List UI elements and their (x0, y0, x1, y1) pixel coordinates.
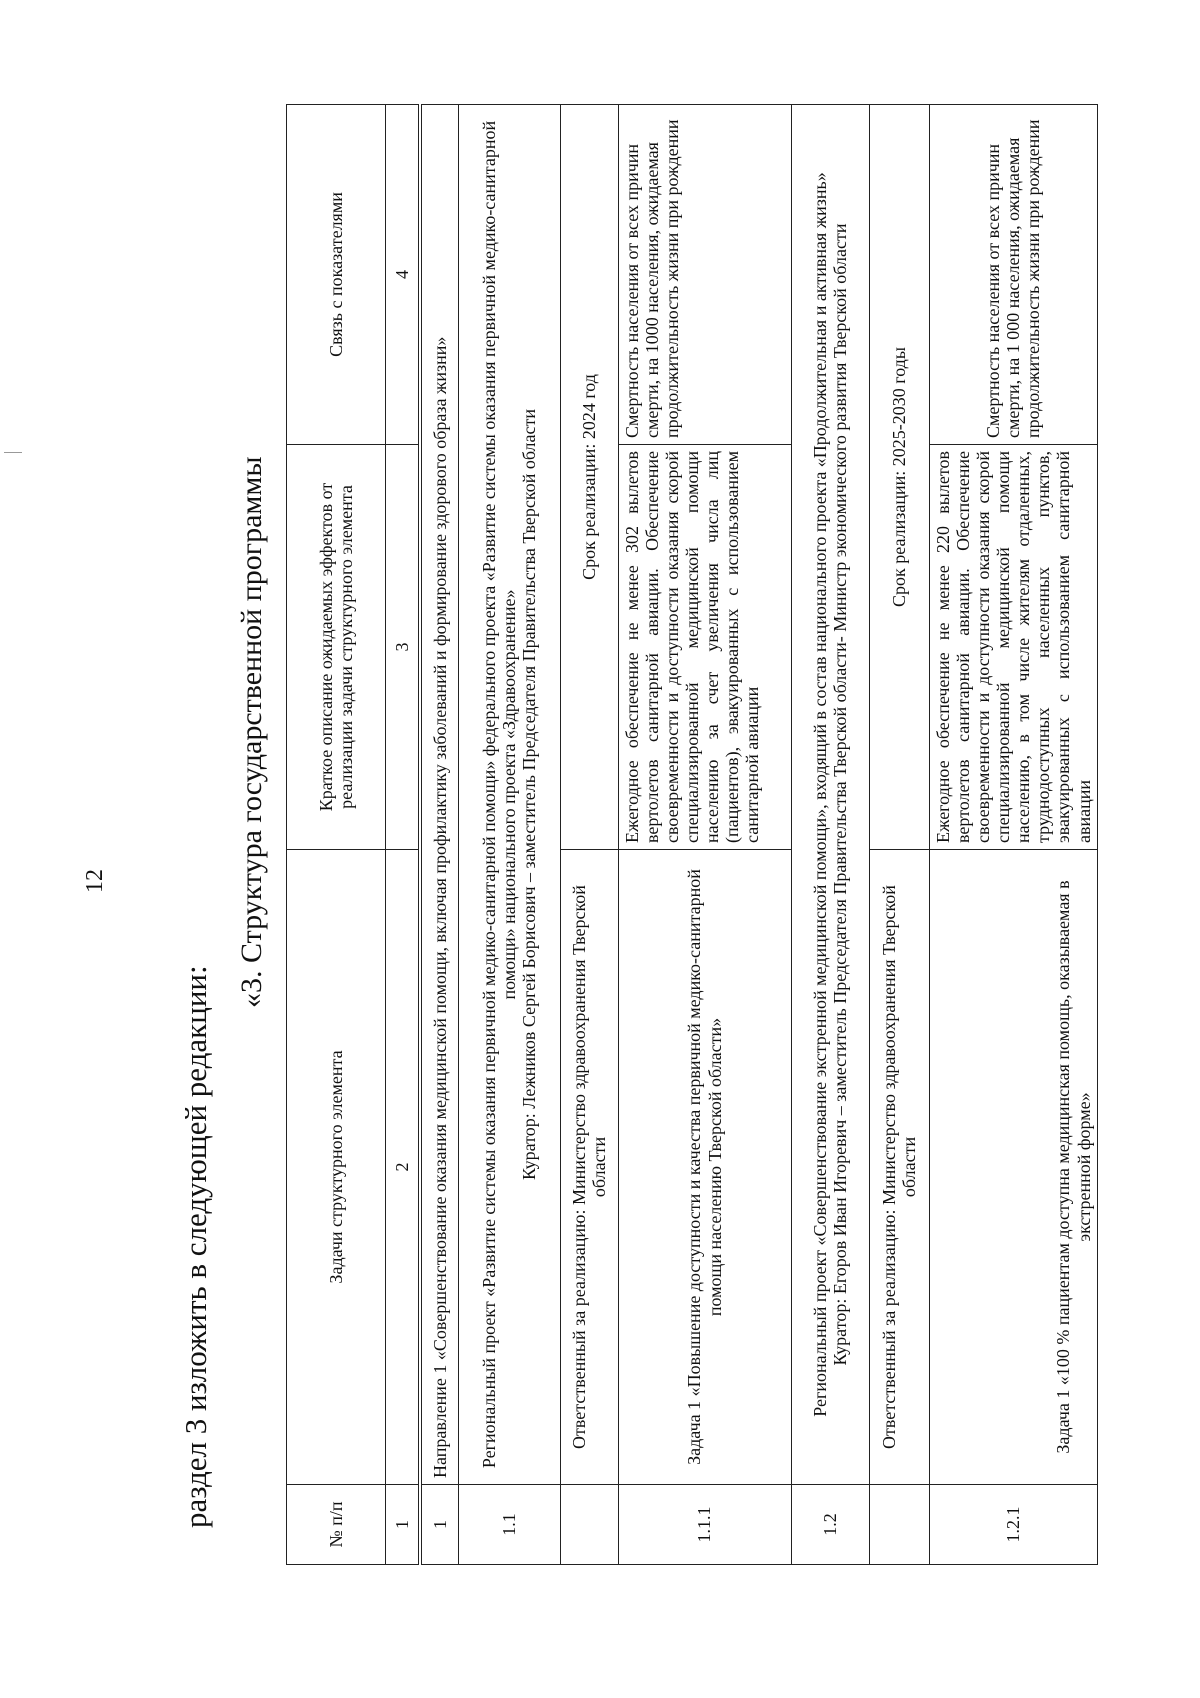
row-num: 1 (420, 1485, 458, 1565)
row-num: 1.1.1 (618, 1485, 791, 1565)
responsible-row (869, 105, 929, 1565)
row-num: 1.1 (458, 1485, 560, 1565)
page-number: 12 (82, 869, 108, 893)
project-curator: Куратор: Егоров Иван Игоревич – заместитель Председателя Правительства Тверской области- Министр экономического развития Тверской области (830, 223, 850, 1366)
task-effect: Ежегодное обеспечение не менее 220 вылетов вертолетов санитарной авиации. Обеспечение своевременности и доступности оказания скорой специализированной медицинской помощи населению, в том числе жителям отдаленных, труднодоступных населенных пунктов, эвакуированных с использованием санитарной авиации (929, 445, 1097, 850)
col-number: 1 (386, 1485, 421, 1565)
term: Срок реализации: 2025-2030 годы (869, 105, 929, 850)
direction-row (420, 105, 458, 1565)
project-row (458, 105, 560, 1565)
program-structure-table (286, 104, 1098, 1565)
header-row (287, 105, 386, 1565)
task-indicator-link: Смертность населения от всех причин смерти, на 1 000 населения, ожидаемая продолжительность жизни при рождении (929, 105, 1097, 445)
header-tasks: Задачи структурного элемента (287, 850, 386, 1485)
task-name: Задача 1 «100 % пациентам доступна медицинская помощь, оказываемая в экстренной форме» (929, 850, 1097, 1485)
row-num: 1.2.1 (929, 1485, 1097, 1565)
header-indicators: Связь с показателями (287, 105, 386, 445)
task-effect: Ежегодное обеспечение не менее 302 вылетов вертолетов санитарной авиации. Обеспечение своевременности и доступности оказания скорой специализированной медицинской помощи населению за счет увеличения числа лиц (пациентов), эвакуированных с использованием санитарной авиации (618, 445, 791, 850)
task-row (618, 105, 791, 1565)
term: Срок реализации: 2024 год (560, 105, 618, 850)
col-number: 4 (386, 105, 421, 445)
project-name: Региональный проект «Развитие системы оказания первичной медико-санитарной помощи» федерального проекта «Развитие системы оказания первичной медико-санитарной помощи» национального проекта «Здравоохранение» (478, 120, 519, 1469)
responsible: Ответственный за реализацию: Министерство здравоохранения Тверской области (560, 850, 618, 1485)
col-number: 3 (386, 445, 421, 850)
responsible: Ответственный за реализацию: Министерство здравоохранения Тверской области (869, 850, 929, 1485)
project-curator: Куратор: Лежников Сергей Борисович – заместитель Председателя Правительства Тверской области (519, 408, 540, 1181)
header-num: № п/п (287, 1485, 386, 1565)
project-cell (791, 105, 869, 1485)
project-cell (458, 105, 560, 1485)
task-name: Задача 1 «Повышение доступности и качества первичной медико-санитарной помощи населению Тверской области» (618, 850, 791, 1485)
direction-text: Направление 1 «Совершенствование оказания медицинской помощи, включая профилактику заболеваний и формирование здорового образа жизни» (420, 105, 458, 1485)
project-row (791, 105, 869, 1565)
project-name: Региональный проект «Совершенствование экстренной медицинской помощи», входящий в состав национального проекта «Продолжительная и активная жизнь» (809, 172, 830, 1417)
header-effects: Краткое описание ожидаемых эффектов от реализации задачи структурного элемента (287, 445, 386, 850)
row-num: 1.2 (791, 1485, 869, 1565)
column-numbers-row (386, 105, 421, 1565)
col-number: 2 (386, 850, 421, 1485)
responsible-row (560, 105, 618, 1565)
scan-artifact (4, 452, 22, 453)
task-indicator-link: Смертность населения от всех причин смерти, на 1000 населения, ожидаемая продолжительность жизни при рождении (618, 105, 791, 445)
section-title: «3. Структура государственной программы (235, 456, 268, 1008)
intro-text: раздел 3 изложить в следующей редакции: (178, 965, 213, 1528)
task-row (929, 105, 1097, 1565)
